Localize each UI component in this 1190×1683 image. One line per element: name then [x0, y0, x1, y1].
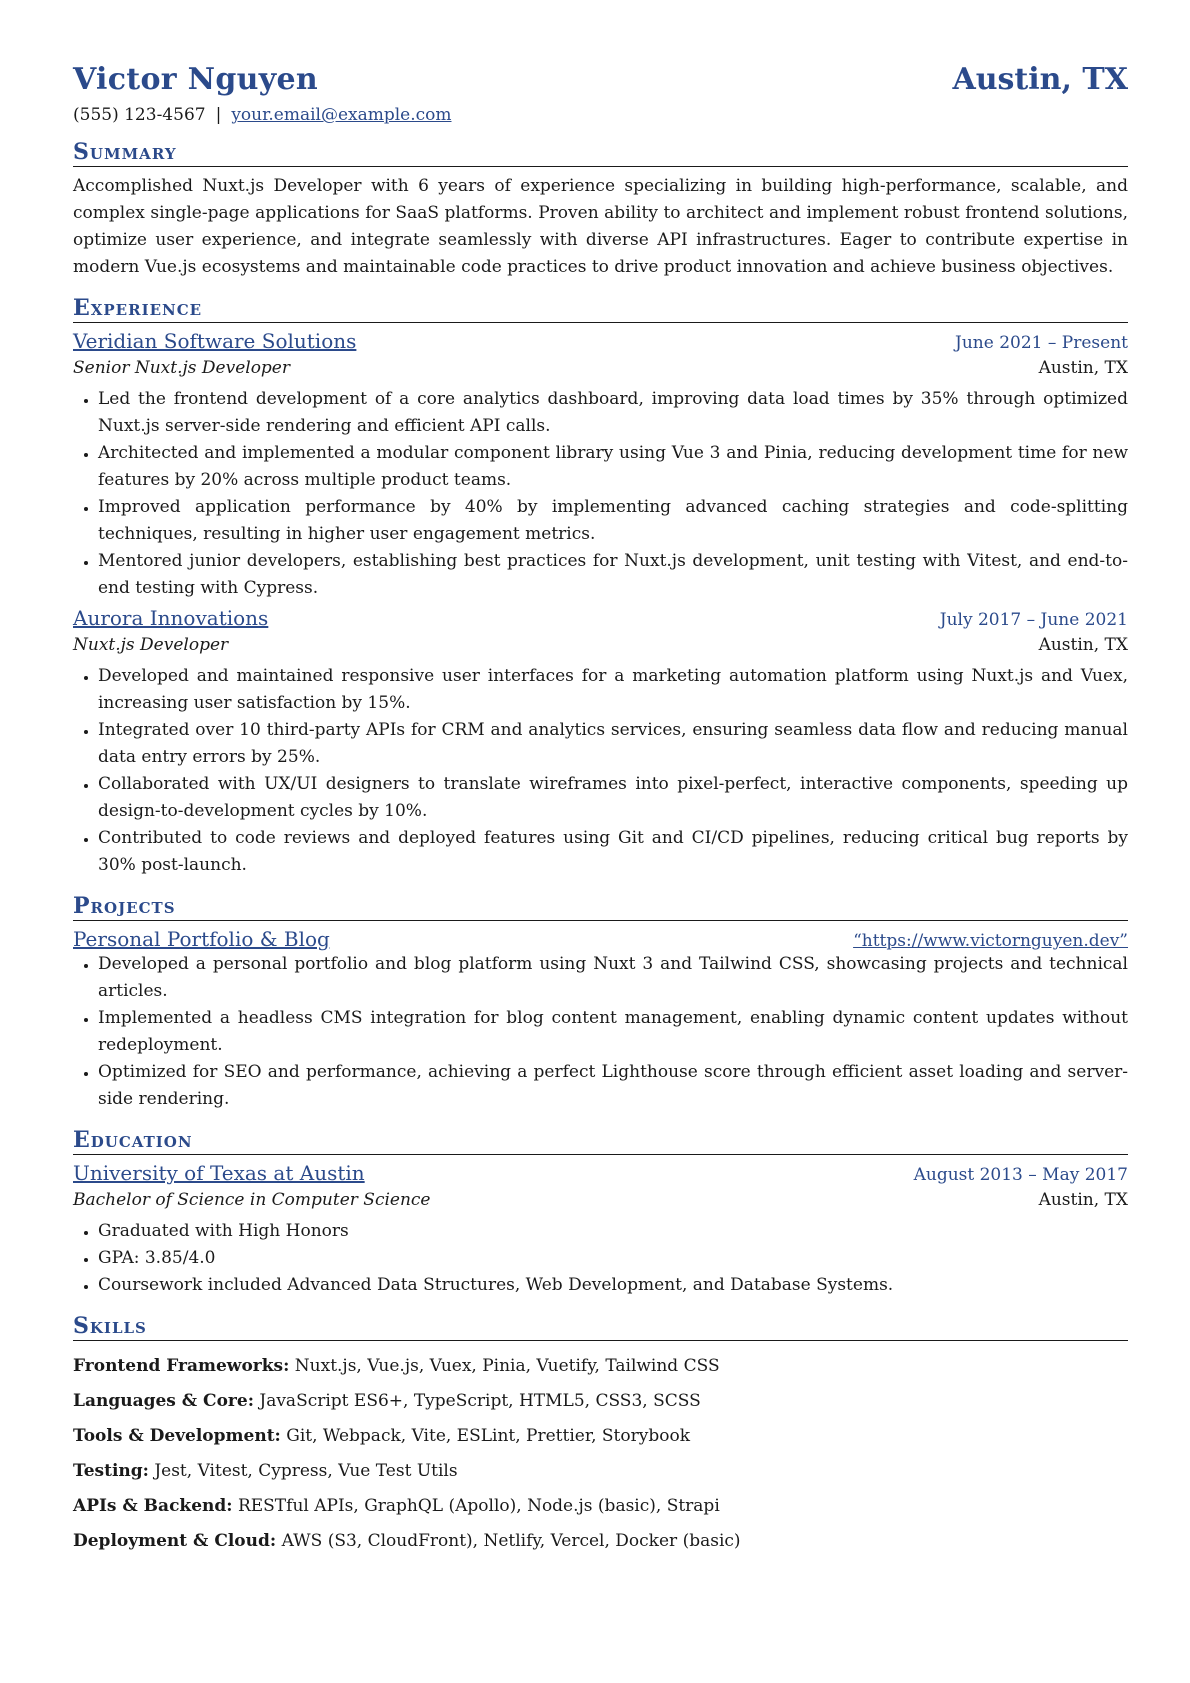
contact-separator: |	[215, 105, 222, 125]
skill-label: Languages & Core:	[73, 1391, 254, 1411]
skill-row	[73, 1355, 1128, 1377]
entry-subheader	[73, 358, 1128, 378]
email-link[interactable]: your.email@example.com	[231, 105, 452, 125]
skill-value: Git, Webpack, Vite, ESLint, Prettier, Storybook	[286, 1426, 691, 1446]
entry-header	[73, 329, 1128, 353]
education-bullets	[73, 1218, 1128, 1299]
company-name[interactable]: Veridian Software Solutions	[73, 329, 357, 353]
skill-value: RESTful APIs, GraphQL (Apollo), Node.js (basic), Strapi	[237, 1496, 720, 1516]
entry-header	[73, 1161, 1128, 1185]
education-dates: August 2013 – May 2017	[913, 1165, 1128, 1185]
skill-row	[73, 1495, 1128, 1517]
list-item: • Contributed to code reviews and deployed features using Git and CI/CD pipelines, reducing critical bug reports by 30% post-launch.	[98, 825, 1128, 879]
list-item: • Developed and maintained responsive user interfaces for a marketing automation platform using Nuxt.js and Vuex, increasing user satisfaction by 15%.	[98, 663, 1128, 717]
list-item: • Coursework included Advanced Data Structures, Web Development, and Database Systems.	[98, 1272, 1128, 1299]
project-bullets	[73, 951, 1128, 1113]
skill-row	[73, 1390, 1128, 1412]
skill-label: Frontend Frameworks:	[73, 1356, 290, 1376]
skill-value: Nuxt.js, Vue.js, Vuex, Pinia, Vuetify, Tailwind CSS	[294, 1356, 720, 1376]
job-location: Austin, TX	[1038, 635, 1128, 655]
school-name[interactable]: University of Texas at Austin	[73, 1161, 365, 1185]
company-name[interactable]: Aurora Innovations	[73, 606, 269, 630]
skill-value: AWS (S3, CloudFront), Netlify, Vercel, Docker (basic)	[281, 1531, 741, 1551]
skill-label: APIs & Backend:	[73, 1496, 233, 1516]
list-item: • Improved application performance by 40% by implementing advanced caching strategies and code-splitting techniques, resulting in higher user engagement metrics.	[98, 494, 1128, 548]
section-title-projects: Projects	[73, 893, 1128, 921]
job-role: Senior Nuxt.js Developer	[73, 358, 290, 378]
job-bullets	[73, 386, 1128, 602]
entry-subheader	[73, 1190, 1128, 1210]
list-item: • Collaborated with UX/UI designers to translate wireframes into pixel-perfect, interactive components, speeding up design-to-development cycles by 10%.	[98, 771, 1128, 825]
experience-entry	[73, 606, 1128, 879]
section-title-experience: Experience	[73, 295, 1128, 323]
job-dates: July 2017 – June 2021	[939, 610, 1128, 630]
list-item: • Implemented a headless CMS integration for blog content management, enabling dynamic content updates without redeployment.	[98, 1005, 1128, 1059]
list-item: • GPA: 3.85/4.0	[98, 1245, 1128, 1272]
project-name[interactable]: Personal Portfolio & Blog	[73, 927, 330, 951]
job-role: Nuxt.js Developer	[73, 635, 229, 655]
experience-entry	[73, 329, 1128, 602]
candidate-name: Victor Nguyen	[73, 62, 318, 97]
job-location: Austin, TX	[1038, 358, 1128, 378]
summary-text: Accomplished Nuxt.js Developer with 6 years of experience specializing in building high-performance, scalable, and complex single-page applications for SaaS platforms. Proven ability to architect and implement robust frontend solutions, optimize user experience, and integrate seamlessly with diverse API infrastructures. Eager to contribute expertise in modern Vue.js ecosystems and maintainable code practices to drive product innovation and achieve business objectives.	[73, 176, 1128, 277]
list-item: • Graduated with High Honors	[98, 1218, 1128, 1245]
skill-row	[73, 1460, 1128, 1482]
job-dates: June 2021 – Present	[955, 333, 1128, 353]
project-entry	[73, 927, 1128, 1113]
entry-header	[73, 606, 1128, 630]
skill-row	[73, 1530, 1128, 1552]
school-location: Austin, TX	[1038, 1190, 1128, 1210]
skill-value: JavaScript ES6+, TypeScript, HTML5, CSS3, SCSS	[259, 1391, 701, 1411]
section-title-summary: Summary	[73, 139, 1128, 167]
project-header	[73, 927, 1128, 951]
entry-subheader	[73, 635, 1128, 655]
list-item: • Optimized for SEO and performance, achieving a perfect Lighthouse score through efficient asset loading and server-side rendering.	[98, 1059, 1128, 1113]
list-item: • Architected and implemented a modular component library using Vue 3 and Pinia, reducing development time for new features by 20% across multiple product teams.	[98, 440, 1128, 494]
section-title-skills: Skills	[73, 1313, 1128, 1341]
list-item: • Integrated over 10 third-party APIs for CRM and analytics services, ensuring seamless data flow and reducing manual data entry errors by 25%.	[98, 717, 1128, 771]
skill-label: Testing:	[73, 1461, 149, 1481]
job-bullets	[73, 663, 1128, 879]
list-item: • Led the frontend development of a core analytics dashboard, improving data load times by 35% through optimized Nuxt.js server-side rendering and efficient API calls.	[98, 386, 1128, 440]
skill-value: Jest, Vitest, Cypress, Vue Test Utils	[154, 1461, 458, 1481]
skill-label: Tools & Development:	[73, 1426, 281, 1446]
phone-number: (555) 123-4567	[73, 105, 206, 125]
education-entry	[73, 1161, 1128, 1299]
candidate-location: Austin, TX	[952, 62, 1128, 97]
contact-line	[73, 105, 1128, 125]
project-link[interactable]: “https://www.victornguyen.dev”	[853, 931, 1128, 951]
degree: Bachelor of Science in Computer Science	[73, 1190, 431, 1210]
section-title-education: Education	[73, 1127, 1128, 1155]
skill-label: Deployment & Cloud:	[73, 1531, 277, 1551]
list-item: • Mentored junior developers, establishing best practices for Nuxt.js development, unit testing with Vitest, and end-to-end testing with Cypress.	[98, 548, 1128, 602]
skill-row	[73, 1425, 1128, 1447]
resume-header	[73, 62, 1128, 97]
list-item: • Developed a personal portfolio and blog platform using Nuxt 3 and Tailwind CSS, showcasing projects and technical articles.	[98, 951, 1128, 1005]
skills-list	[73, 1355, 1128, 1552]
